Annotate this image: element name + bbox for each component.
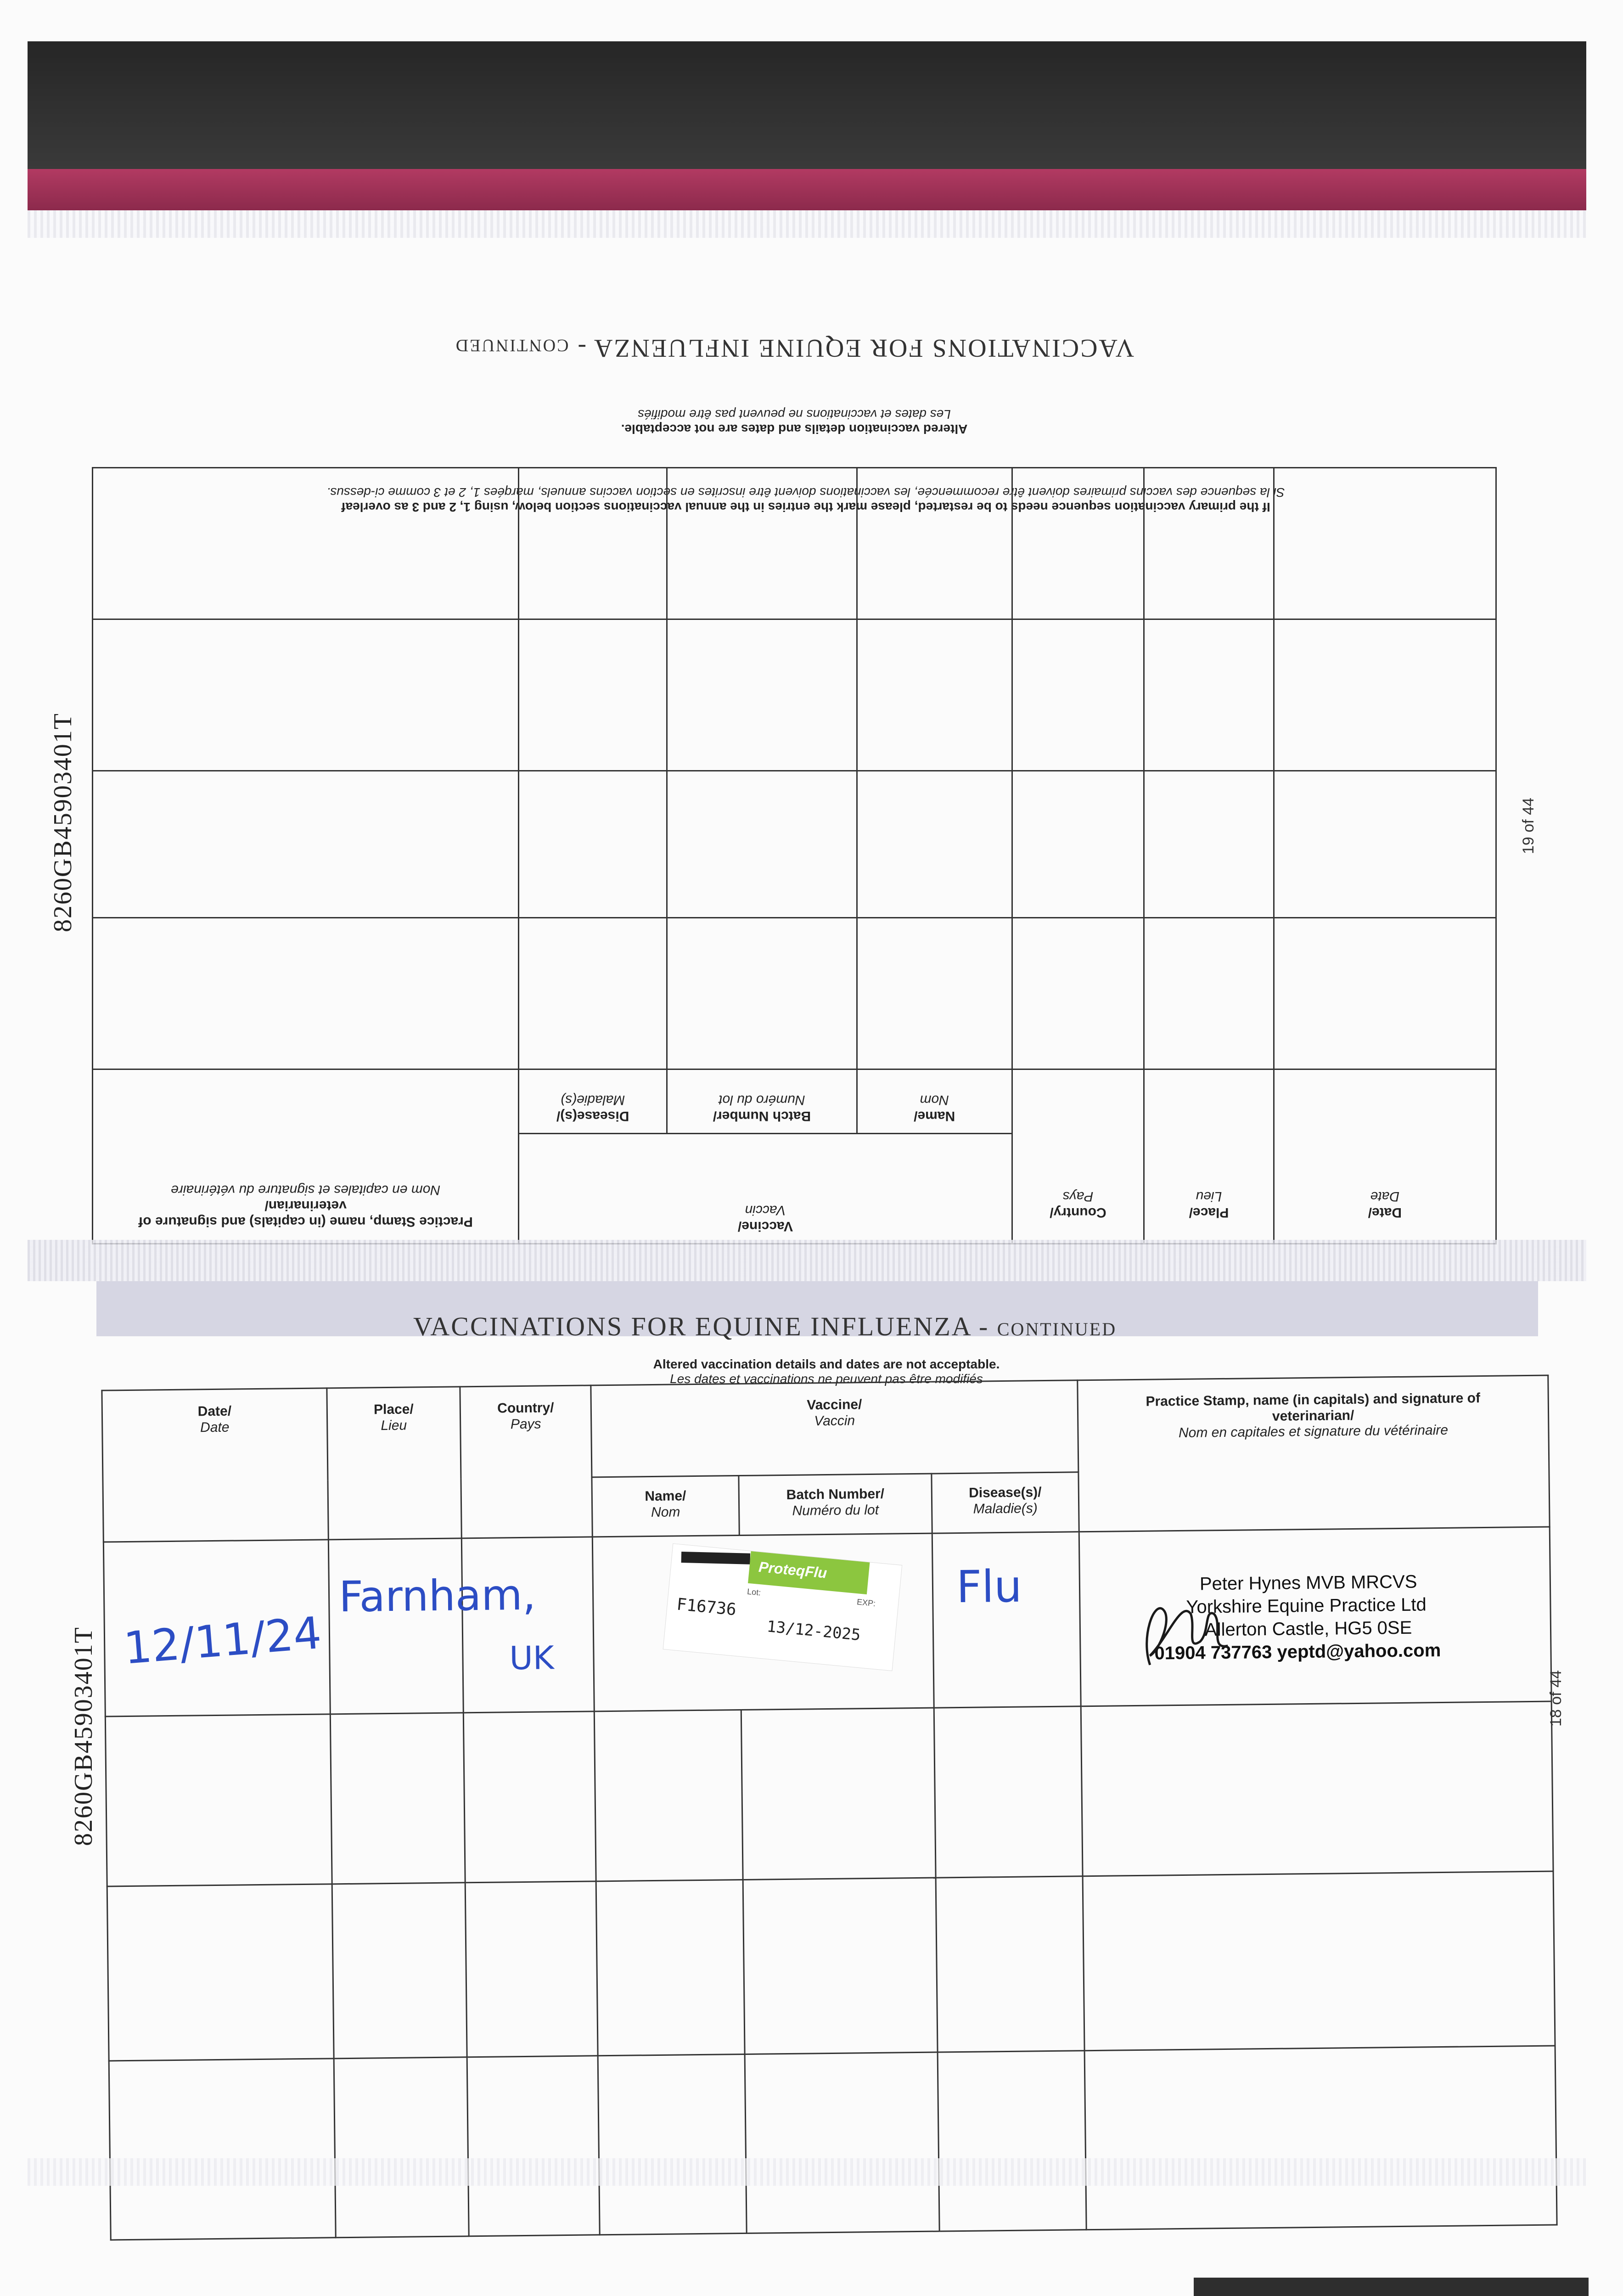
top-page-note: [335, 407, 1253, 436]
bottom-table-row: [109, 2046, 1557, 2240]
bottom-page-number: 18 of 44: [1547, 1670, 1565, 1727]
bottom-entry-row: [103, 1527, 1551, 1716]
top-table-row: [93, 918, 1496, 1069]
vaccine-batch-sticker: [663, 1543, 903, 1671]
bottom-table-row: [105, 1701, 1553, 1886]
bottom-note-en: Altered vaccination details and dates are not acceptable.: [653, 1357, 1000, 1371]
entry-expiry: 13/12-2025: [766, 1617, 861, 1645]
bottom-header-place: Place/ Lieu: [327, 1387, 461, 1540]
header-fade-band: [28, 210, 1586, 238]
section-divider-band: [28, 1240, 1586, 1281]
top-page-title: [335, 333, 1253, 363]
entry-disease-cell: [932, 1532, 1081, 1708]
top-header-vaccine: Vaccine/ Vaccin: [519, 1134, 1012, 1244]
entry-place: Farnham,: [338, 1570, 536, 1622]
top-instr-en: If the primary vaccination sequence needs to be restarted, please mark the entries in the annual vaccinations section below, using 1, 2 and 3 as overleaf: [341, 500, 1270, 514]
bottom-page-title: [413, 1311, 1240, 1342]
entry-batch-number: F16736: [676, 1595, 737, 1620]
sticker-brand: ProteqFlu: [758, 1558, 828, 1581]
bottom-header-vaccine: Vaccine/ Vaccin: [591, 1380, 1078, 1477]
top-header-stamp: Practice Stamp, name (in capitals) and signature of veterinarian/ Nom en capitales et signature du vétérinaire: [93, 1069, 519, 1244]
top-table-row: [93, 619, 1496, 771]
top-document-id: 8260GB45903401T: [49, 713, 77, 932]
top-header-name: Name/ Nom: [857, 1069, 1012, 1134]
bottom-header-batch: Batch Number/ Numéro du lot: [739, 1474, 932, 1535]
top-header-country: Country/ Pays: [1012, 1069, 1144, 1244]
sticker-exp-tag: EXP:: [856, 1597, 876, 1609]
top-page-number: 19 of 44: [1520, 798, 1537, 854]
top-header-place: Place/ Lieu: [1144, 1069, 1274, 1244]
entry-date-cell: [103, 1540, 330, 1716]
bottom-vaccination-table: [101, 1375, 1557, 2241]
bottom-document-id: 8260GB45903401T: [69, 1626, 98, 1846]
bottom-header-date: Date/ Date: [102, 1388, 328, 1542]
top-table-row: [93, 468, 1496, 619]
header-red-band: [28, 169, 1586, 210]
bottom-title-main: VACCINATIONS FOR EQUINE INFLUENZA -: [413, 1311, 997, 1341]
bottom-fade-band: [28, 2158, 1586, 2186]
top-instr-fr: Si la sequence des vaccins primaires doivent être recommencée, les vaccinations doivent être inscrites en section vaccins annuels, marqées 1, 2 et 3 comme ci-dessus.: [326, 485, 1285, 500]
sticker-black-strip: [681, 1552, 751, 1564]
stamp-contact: 01904 737763 yeptd@yahoo.com: [1154, 1640, 1441, 1664]
top-title-main: VACCINATIONS FOR EQUINE INFLUENZA -: [568, 334, 1134, 362]
entry-stamp-cell: [1079, 1527, 1551, 1706]
top-title-cont: CONTINUED: [454, 336, 569, 355]
entry-date: 12/11/24: [122, 1607, 324, 1674]
bottom-table-row: [107, 1871, 1555, 2061]
sticker-green-label: [748, 1551, 870, 1594]
stamp-practice-name: Yorkshire Equine Practice Ltd: [1186, 1594, 1426, 1617]
bottom-note-fr: Les dates et vaccinations ne peuvent pas être modifiés: [670, 1372, 983, 1386]
top-header-batch: Batch Number/ Numéro du lot: [667, 1069, 857, 1134]
top-vaccination-table: [92, 467, 1497, 1244]
top-page-rotated: [92, 317, 1520, 1244]
entry-vaccine-cell: [592, 1533, 934, 1711]
entry-country: UK: [509, 1639, 555, 1677]
header-dark-band: [28, 41, 1586, 170]
bottom-dark-edge: [1194, 2278, 1589, 2296]
stamp-vet-name: Peter Hynes MVB MRCVS: [1199, 1571, 1417, 1594]
stamp-address: Allerton Castle, HG5 0SE: [1204, 1617, 1412, 1640]
bottom-header-disease: Disease(s)/ Maladie(s): [932, 1472, 1079, 1533]
bottom-title-cont: CONTINUED: [997, 1319, 1117, 1339]
bottom-header-stamp: Practice Stamp, name (in capitals) and signature of veterinarian/ Nom en capitales et signature du vétérinaire: [1078, 1375, 1550, 1532]
bottom-header-name: Name/ Nom: [592, 1476, 739, 1537]
top-table-row: [93, 771, 1496, 918]
top-note-en: Altered vaccination details and dates are not acceptable.: [621, 422, 968, 436]
top-header-disease: Disease(s)/ Maladie(s): [519, 1069, 667, 1134]
sticker-lot-tag: Lot:: [747, 1587, 762, 1598]
vet-signature: [1131, 1581, 1251, 1674]
top-header-date: Date/ Date: [1274, 1069, 1496, 1244]
entry-country-cell: [461, 1537, 594, 1713]
entry-disease: Flu: [956, 1560, 1022, 1613]
top-note-fr: Les dates et vaccinations ne peuvent pas être modifiés: [638, 407, 951, 422]
bottom-header-country: Country/ Pays: [460, 1385, 592, 1538]
